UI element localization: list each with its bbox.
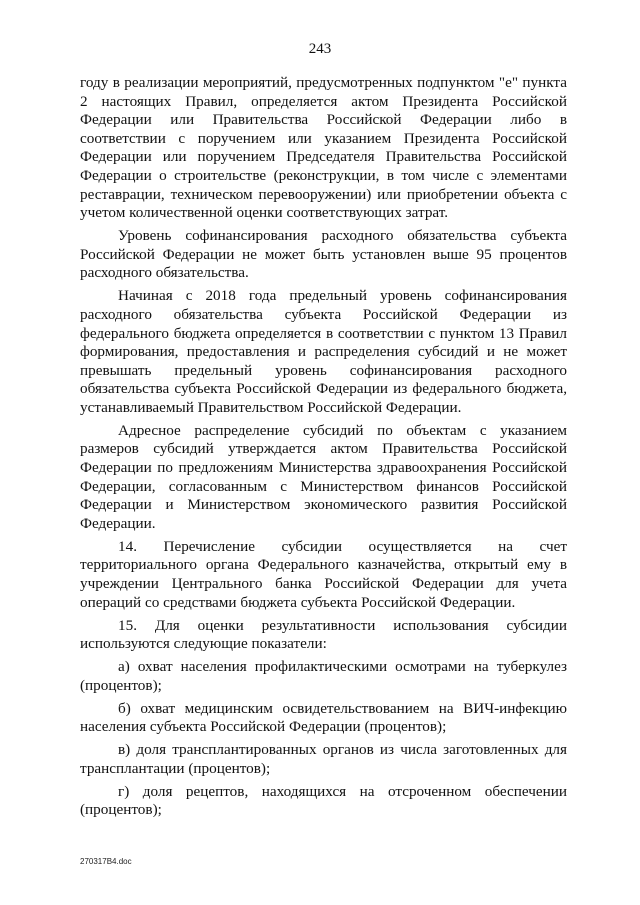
document-body	[80, 74, 567, 820]
page-number: 243	[308, 41, 332, 57]
paragraph-address-distribution: Адресное распределение субсидий по объектам с указанием размеров субсидий утверждается актом Правительства Российской Федерации по предложениям Министерства здравоохранения Российской Федерации, согласованным с Министерством финансов Российской Федерации и Министерством экономического развития Российской Федерации.	[80, 421, 567, 532]
list-item-b: б) охват медицинским освидетельствованием на ВИЧ-инфекцию населения субъекта Российской Федерации (процентов);	[80, 699, 567, 736]
paragraph-continuation: году в реализации мероприятий, предусмотренных подпунктом "е" пункта 2 настоящих Правил, определяется актом Президента Российской Федерации или Правительства Российской Федерации либо в соответствии с поручением или указанием Президента Российской Федерации или поручением Председателя Правительства Российской Федерации о строительстве (реконструкции, в том числе с элементами реставрации, техническом перевооружении) или приобретении объекта с учетом количественной оценки соответствующих затрат.	[80, 74, 567, 222]
list-item-v: в) доля трансплантированных органов из числа заготовленных для трансплантации (процентов);	[80, 741, 567, 777]
list-item-a: а) охват населения профилактическими осмотрами на туберкулез (процентов);	[80, 658, 567, 694]
list-item-g: г) доля рецептов, находящихся на отсроченном обеспечении (процентов);	[80, 782, 567, 819]
paragraph-limit-level: Начиная с 2018 года предельный уровень софинансирования расходного обязательства субъекта Российской Федерации из федерального бюджета определяется в соответствии с пунктом 13 Правил формирования, предоставления и распределения субсидий и не может превышать предельный уровень софинансирования расходного обязательства субъекта Российской Федерации из федерального бюджета, устанавливаемый Правительством Российской Федерации.	[80, 287, 567, 416]
paragraph-item-15: 15. Для оценки результативности использования субсидии используются следующие показатели:	[80, 616, 567, 653]
paragraph-cofinancing-level: Уровень софинансирования расходного обязательства субъекта Российской Федерации не может быть установлен выше 95 процентов расходного обязательства.	[80, 227, 567, 282]
paragraph-item-14: 14. Перечисление субсидии осуществляется на счет территориального органа Федерального казначейства, открытый ему в учреждении Центрального банка Российской Федерации для учета операций со средствами бюджета субъекта Российской Федерации.	[80, 537, 567, 611]
file-name-footer: 270317В4.doc	[80, 857, 132, 866]
